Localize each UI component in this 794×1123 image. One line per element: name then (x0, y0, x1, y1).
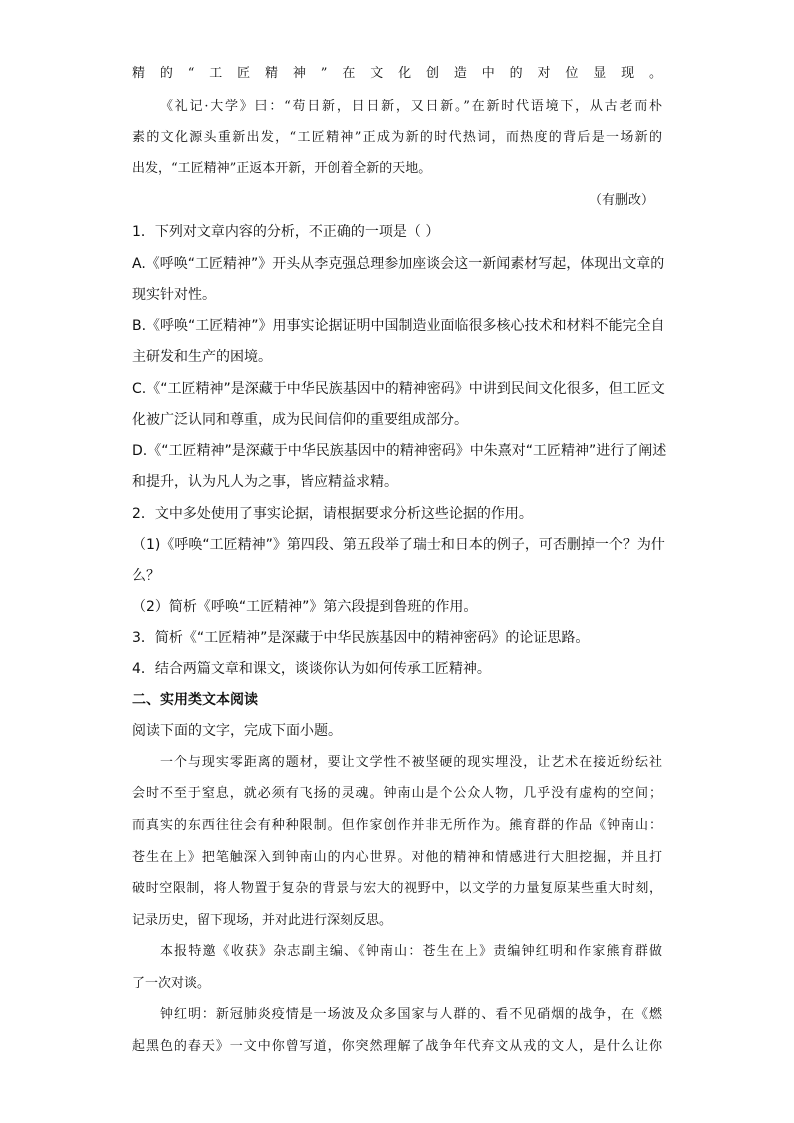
passage1-line: 精的“工匠精神”在文化创造中的对位显现。 (132, 66, 662, 81)
question-1-option-a: A.《呼唤“工匠精神”》开头从李克强总理参加座谈会这一新闻素材写起，体现出文章的 (132, 256, 665, 272)
source-note: （有删改） (588, 193, 654, 208)
question-2-part-1-cont: 么？ (132, 568, 160, 584)
question-3: 3．简析《“工匠精神”是深藏于中华民族基因中的精神密码》的论证思路。 (132, 630, 590, 646)
question-2-part-2: （2）简析《呼唤“工匠精神”》第六段提到鲁班的作用。 (132, 599, 478, 615)
passage2-line: 而真实的东西往往会有种种限制。但作家创作并非无所作为。熊育群的作品《钟南山： (132, 818, 662, 833)
passage2-line: 破时空限制，将人物置于复杂的背景与宏大的视野中，以文学的力量复原某些重大时刻， (132, 881, 662, 896)
question-1-option-c-cont: 化被广泛认同和尊重，成为民间信仰的重要组成部分。 (132, 412, 468, 428)
question-1-option-b-cont: 主研发和生产的困境。 (132, 349, 272, 365)
passage2-line: 记录历史，留下现场，并对此进行深刻反思。 (132, 913, 393, 928)
passage2-line: 钟红明：新冠肺炎疫情是一场波及众多国家与人群的、看不见硝烟的战争，在《燃 (160, 1007, 662, 1022)
question-1-option-b: B.《呼唤“工匠精神”》用事实论据证明中国制造业面临很多核心技术和材料不能完全自 (132, 318, 665, 334)
passage2-line: 苍生在上》把笔触深入到钟南山的内心世界。对他的精神和情感进行大胆挖掘，并且打 (132, 850, 662, 865)
question-2-stem: 2．文中多处使用了事实论据，请根据要求分析这些论据的作用。 (132, 506, 533, 522)
passage2-line: 会时不至于窒息，就必须有飞扬的灵魂。钟南山是个公众人物，几乎没有虚构的空间； (132, 786, 662, 801)
question-1-stem: 1．下列对文章内容的分析，不正确的一项是（ ） (132, 224, 440, 240)
passage1-line: 《礼记·大学》曰：“苟日新，日日新，又日新。”在新时代语境下，从古老而朴 (160, 99, 662, 114)
question-1-option-d: D.《“工匠精神”是深藏于中华民族基因中的精神密码》中朱熹对“工匠精神”进行了阐述 (132, 443, 667, 459)
question-4: 4．结合两篇文章和课文，谈谈你认为如何传承工匠精神。 (132, 661, 491, 677)
passage1-line: 出发，“工匠精神”正返本开新，开创着全新的天地。 (132, 161, 432, 176)
passage1-line: 素的文化源头重新出发，“工匠精神”正成为新的时代热词，而热度的背后是一场新的 (132, 130, 662, 145)
question-2-part-1: （1)《呼唤“工匠精神”》第四段、第五段举了瑞士和日本的例子，可否删掉一个？为什 (132, 537, 665, 553)
passage2-line: 一个与现实零距离的题材，要让文学性不被坚硬的现实埋没，让艺术在接近纷纭社 (160, 755, 662, 770)
section-instruction: 阅读下面的文字，完成下面小题。 (132, 723, 342, 739)
question-1-option-d-cont: 和提升，认为凡人为之事，皆应精益求精。 (132, 474, 398, 490)
passage2-line: 起黑色的春天》一文中你曾写道，你突然理解了战争年代弃文从戎的文人，是什么让你 (132, 1039, 662, 1054)
passage2-line: 本报特邀《收获》杂志副主编、《钟南山：苍生在上》责编钟红明和作家熊育群做 (160, 944, 662, 959)
question-1-option-c: C.《“工匠精神”是深藏于中华民族基因中的精神密码》中讲到民间文化很多，但工匠文 (132, 381, 665, 397)
question-1-option-a-cont: 现实针对性。 (132, 287, 216, 303)
passage2-line: 了一次对谈。 (132, 976, 211, 991)
section-heading: 二、实用类文本阅读 (132, 692, 258, 708)
